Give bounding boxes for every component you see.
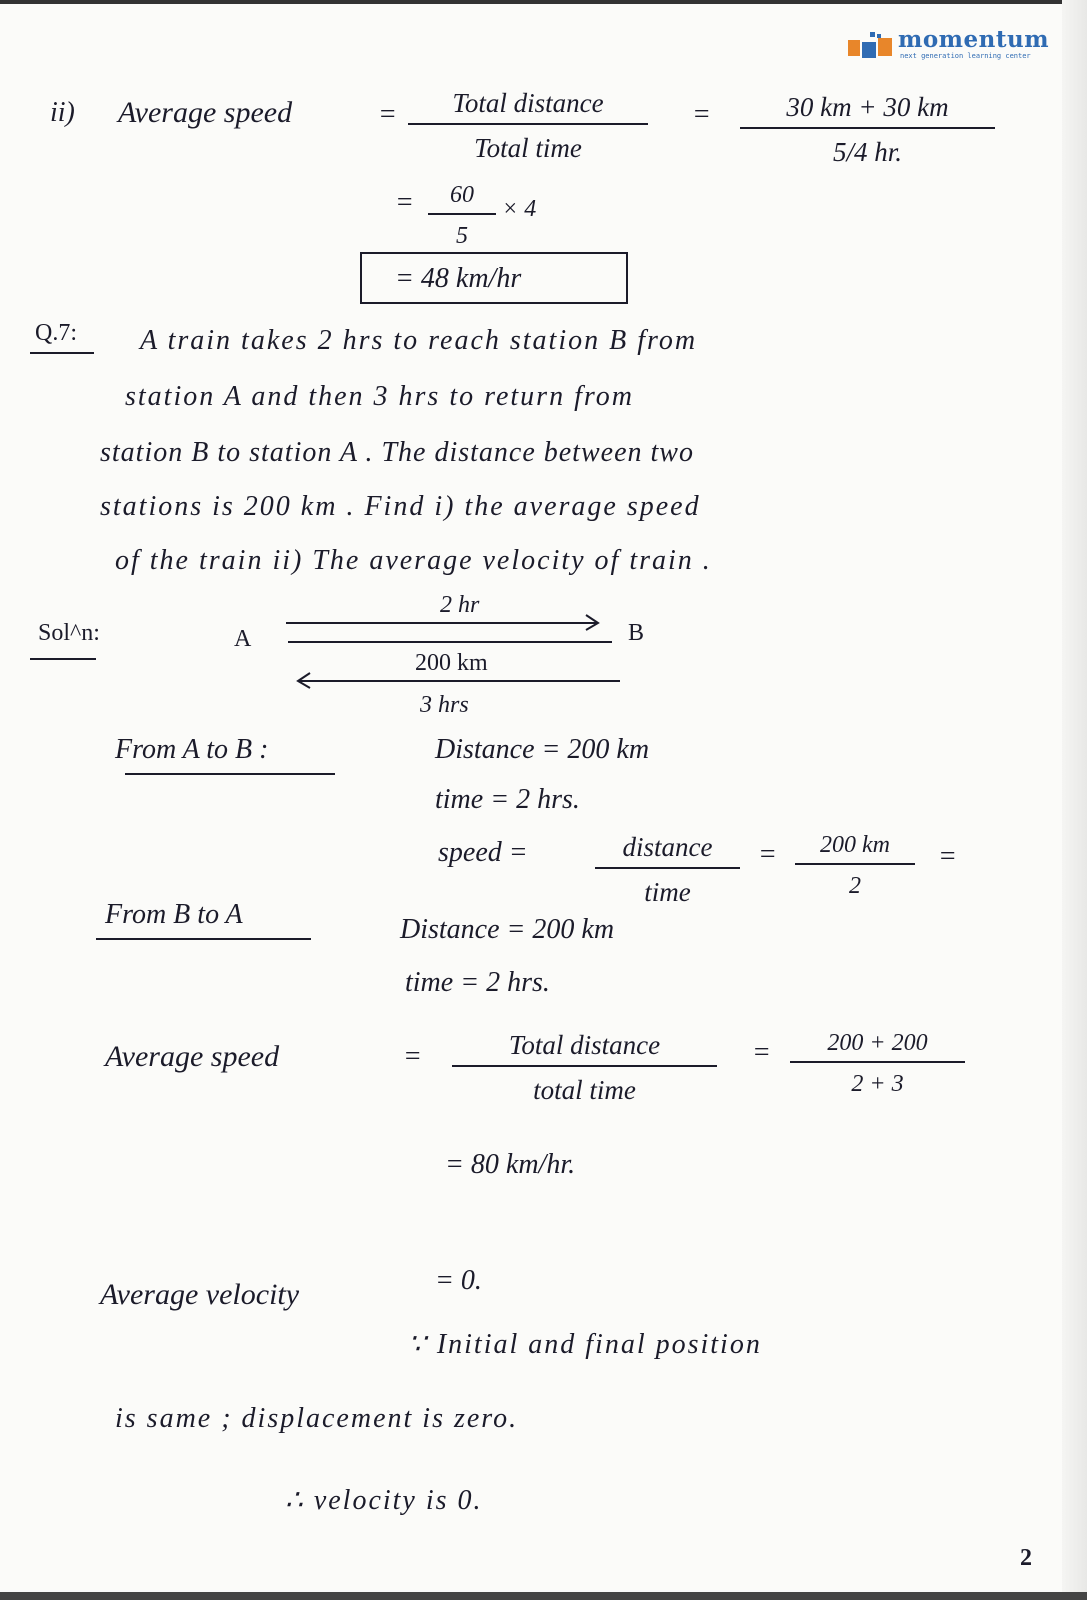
underline [30,658,96,660]
equals: = [395,187,414,218]
equals: = [938,841,957,872]
numerator: 60 [428,182,496,215]
average-velocity-label: Average velocity [100,1278,300,1311]
page-edge-right [1062,0,1087,1600]
distance-b-to-a: Distance = 200 km [400,914,615,945]
numerator: Total distance [452,1030,717,1067]
reason-line: ∵ Initial and final position [408,1329,762,1360]
distance-label: 200 km [415,650,488,676]
heading-b-to-a: From B to A [105,899,243,930]
equals: = [378,99,397,130]
equals: = [758,839,777,870]
equals: = [752,1037,771,1068]
speed-value-fraction [795,832,915,900]
avg-speed-result: = 80 km/hr. [445,1149,576,1180]
question-label: Q.7: [35,320,77,346]
avg-speed-formula [452,1030,717,1106]
numerator: Total distance [408,88,648,125]
underline [30,352,94,354]
denominator: 5/4 hr. [832,137,903,167]
question-line: stations is 200 km . Find i) the average speed [100,491,701,522]
momentum-logo [848,26,1053,60]
underline [125,773,335,775]
underline [96,938,311,940]
formula-fraction [408,88,648,164]
time-a-to-b: 2 hr [440,592,480,618]
denominator: 2 [849,873,861,899]
speed-label: speed = [438,837,528,868]
question-line: A train takes 2 hrs to reach station B from [140,325,698,356]
denominator: Total time [474,133,582,163]
page-edge-bottom [0,1592,1087,1600]
numerator: distance [595,832,740,869]
value-fraction [740,92,995,168]
denominator: 2 + 3 [851,1071,904,1097]
denominator: time [644,877,691,907]
equals: = [403,1041,422,1072]
solution-label: Sol^n: [38,620,100,646]
equals: = [692,99,711,130]
time-a-to-b-value: time = 2 hrs. [435,784,580,815]
part-label: ii) [50,97,75,128]
point-b: B [628,620,645,646]
heading-a-to-b: From A to B : [115,734,269,765]
logo-wordmark: momentum [898,26,1050,53]
denominator: total time [533,1075,636,1105]
page-number: 2 [1020,1545,1032,1571]
multiplier: × 4 [502,196,537,222]
book-logo-icon [848,32,894,58]
question-line: of the train ii) The average velocity of train . [115,545,712,576]
page-edge-top [0,0,1087,4]
numerator: 200 km [795,832,915,865]
denominator: 5 [456,223,468,249]
average-speed-label: Average speed [118,96,293,129]
question-line: station B to station A . The distance between two [100,437,694,468]
logo-tagline: next generation learning center [900,52,1031,60]
time-b-to-a: 3 hrs [420,692,469,718]
avg-velocity-result: = 0. [435,1265,482,1296]
step-fraction [428,182,496,250]
route-diagram [280,610,630,690]
point-a: A [234,626,252,652]
average-speed-label: Average speed [105,1040,280,1073]
avg-speed-values [790,1030,965,1098]
numerator: 30 km + 30 km [740,92,995,129]
question-line: station A and then 3 hrs to return from [125,381,634,412]
numerator: 200 + 200 [790,1030,965,1063]
conclusion-line: ∴ velocity is 0. [285,1485,483,1516]
answer-48: = 48 km/hr [395,263,522,294]
speed-fraction [595,832,740,908]
distance-a-to-b: Distance = 200 km [435,734,650,765]
time-b-to-a-value: time = 2 hrs. [405,967,550,998]
reason-line: is same ; displacement is zero. [115,1403,519,1434]
